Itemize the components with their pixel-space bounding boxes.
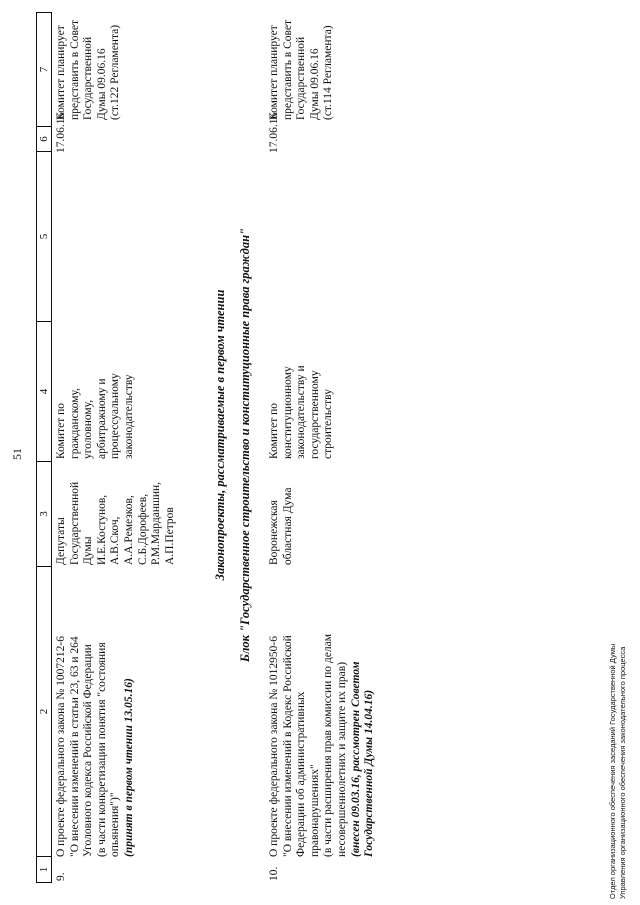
bill-subject-line: правонарушениях" [308, 764, 321, 857]
bill-subject-line: Федерации об административных [295, 691, 308, 857]
planned-action [55, 5, 123, 120]
initiator-line: А.В.Скоч, [109, 516, 122, 565]
action-line: Комитет планирует [55, 25, 67, 120]
committee-line: государственному [308, 370, 321, 459]
action-line: Государственной [82, 36, 95, 120]
bill-subject-line: "О внесении изменений в статьи 23, 63 и 264 [68, 636, 81, 857]
responsible-committee [268, 319, 336, 459]
initiator-line: Р.М.Марданшин, [150, 481, 163, 565]
committee-line: Комитет по [55, 403, 67, 459]
bill-title-text: О проекте федерального закона № 1007212-6 [55, 636, 67, 857]
col-num-2: 2 [37, 567, 52, 857]
action-line: Комитет планирует [268, 25, 280, 120]
date: 17.06.16 [55, 112, 67, 153]
footer-line: Отдел организационного обеспечения заседаний Государственной Думы [608, 643, 617, 899]
initiator-line: областная Дума [281, 487, 294, 565]
bill-title: О проекте федерального закона № 1012950-6 [268, 636, 280, 857]
date: 17.06.16 [268, 112, 280, 153]
initiator-line: Думы [82, 536, 95, 565]
footer [608, 499, 627, 899]
action-line: (ст.114 Регламента) [322, 25, 335, 120]
committee-line: гражданскому, [68, 387, 81, 459]
row-number: 9. [55, 872, 67, 881]
initiator-line: И.Е.Костунов, [95, 494, 108, 565]
bill-note: (внесен 09.03.16, рассмотрен Советом [349, 661, 362, 857]
action-line: представить в Совет [281, 19, 294, 120]
col-num-3: 3 [37, 462, 52, 567]
bill-title [55, 565, 69, 857]
planned-action [268, 5, 336, 120]
col-num-1: 1 [37, 857, 52, 883]
action-line: Государственной [295, 36, 308, 120]
column-number-header [36, 12, 52, 883]
initiator-line: С.Б.Дорофеев, [136, 493, 149, 565]
bill-subject-line: Уголовного кодекса Российской Федерации [82, 644, 95, 857]
committee-line: Комитет по [268, 403, 280, 459]
col-num-4: 4 [37, 322, 52, 462]
col-num-7: 7 [37, 13, 52, 127]
initiator-line: А.А.Ремезков, [122, 495, 135, 565]
committee-line: уголовному, [82, 399, 95, 459]
bill-description [55, 565, 137, 857]
block-heading: Блок "Государственное строительство и конституционные права граждан" [238, 228, 252, 662]
bill-subject-line: (в части конкретизации понятия "состояния [95, 642, 108, 857]
action-line: Думы 09.06.16 [308, 48, 321, 120]
initiator-line: А.П.Петров [163, 507, 176, 565]
action-line: Думы 09.06.16 [95, 48, 108, 120]
bill-note: (принят в первом чтении 13.05.16) [122, 678, 135, 857]
bill-subject-line: "О внесении изменений в Кодекс Российской [281, 635, 294, 857]
responsible-committee [55, 319, 137, 459]
bill-description [268, 565, 377, 857]
initiator [268, 460, 295, 565]
bill-subject-line: несовершеннолетних и защите их прав) [335, 661, 348, 857]
footer-line: Управления организационного обеспечения законодательного процесса [617, 646, 627, 899]
bill-subject-line: опьянения")" [109, 792, 122, 857]
row-number: 10. [268, 866, 280, 881]
action-line: (ст.122 Регламента) [109, 24, 122, 120]
committee-line: конституционному [281, 366, 294, 459]
committee-line: законодательству [122, 374, 135, 459]
initiator-line: Воронежская [268, 500, 280, 565]
section-heading: Законопроекты, рассматриваемые в первом чтении [213, 289, 227, 581]
committee-line: законодательству и [295, 365, 308, 459]
action-line: представить в Совет [68, 19, 81, 120]
committee-line: процессуальному [109, 373, 122, 459]
committee-line: строительству [322, 389, 335, 459]
initiator [55, 460, 177, 565]
col-num-5: 5 [37, 152, 52, 322]
bill-note: Государственной Думы 14.04.16) [363, 689, 376, 857]
bill-subject-line: (в части расширения прав комиссии по делам [322, 633, 335, 857]
col-num-6: 6 [37, 127, 52, 152]
initiator-line: Депутаты [55, 517, 67, 565]
committee-line: арбитражному и [95, 378, 108, 459]
page-number: 51 [10, 448, 24, 460]
initiator-line: Государственной [68, 481, 81, 565]
